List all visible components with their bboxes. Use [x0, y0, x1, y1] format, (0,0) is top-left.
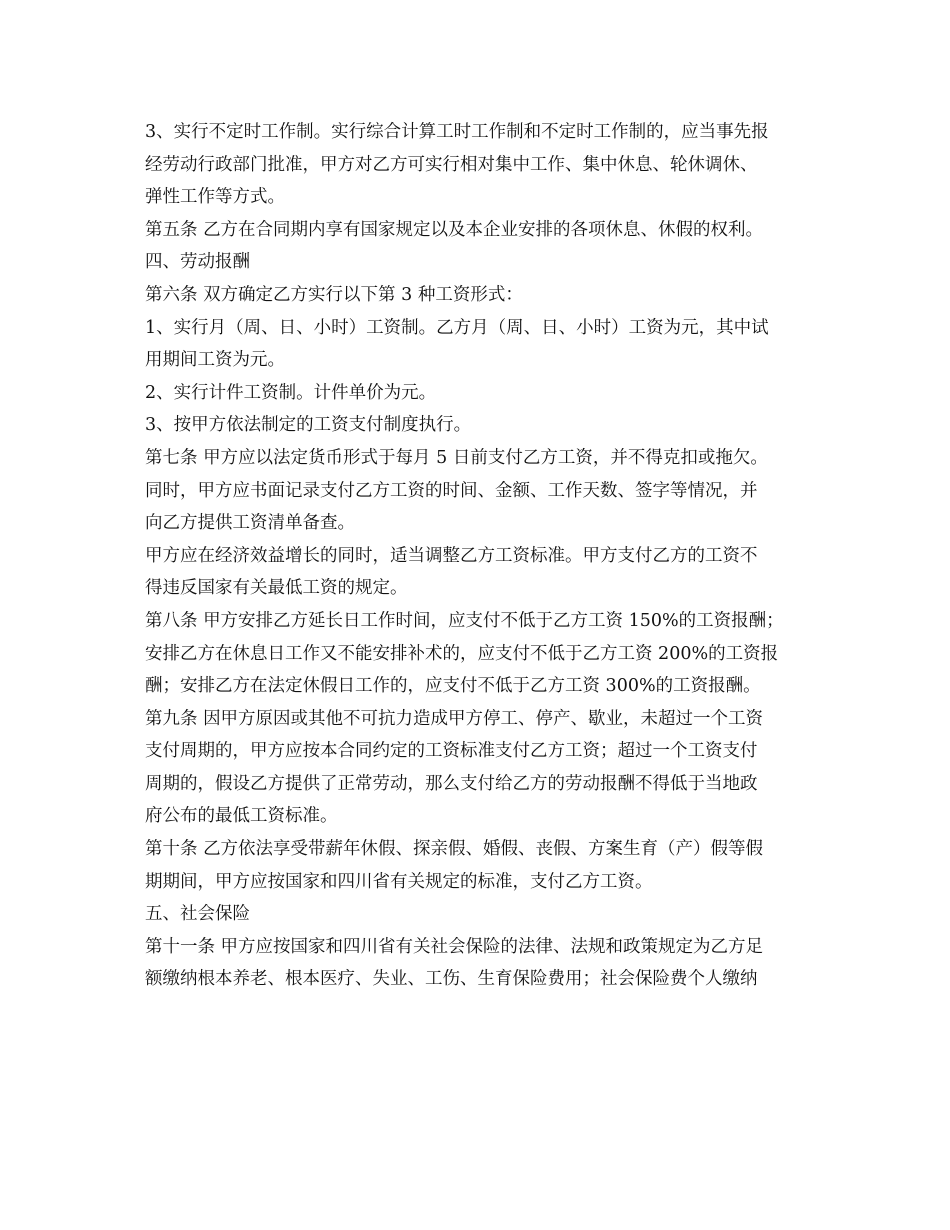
text-line: 经劳动行政部门批准，甲方对乙方可实行相对集中工作、集中休息、轮休调休、 — [145, 154, 758, 175]
text-line: 府公布的最低工资标准。 — [145, 806, 338, 827]
document-body — [145, 116, 815, 996]
text-line: 用期间工资为元。 — [145, 350, 285, 371]
article-8: 第八条 甲方安排乙方延长日工作时间，应支付不低于乙方工资 150%的工资报酬； — [145, 610, 784, 631]
section-heading: 五、社会保险 — [145, 904, 250, 925]
article-7: 第七条 甲方应以法定货币形式于每月 5 日前支付乙方工资，并不得克扣或拖欠。 — [145, 447, 768, 468]
text-line: 2、实行计件工资制。计件单价为元。 — [145, 382, 437, 403]
text-line: 额缴纳根本养老、根本医疗、失业、工伤、生育保险费用；社会保险费个人缴纳 — [145, 969, 758, 990]
text-line: 周期的，假设乙方提供了正常劳动，那么支付给乙方的劳动报酬不得低于当地政 — [145, 773, 758, 794]
article-6: 第六条 双方确定乙方实行以下第 3 种工资形式： — [145, 284, 523, 305]
article-11: 第十一条 甲方应按国家和四川省有关社会保险的法律、法规和政策规定为乙方足 — [145, 936, 764, 957]
text-line: 甲方应在经济效益增长的同时，适当调整乙方工资标准。甲方支付乙方的工资不 — [145, 545, 758, 566]
text-line: 酬；安排乙方在法定休假日工作的，应支付不低于乙方工资 300%的工资报酬。 — [145, 676, 761, 697]
text-line: 期期间，甲方应按国家和四川省有关规定的标准，支付乙方工资。 — [145, 871, 653, 892]
article-5: 第五条 乙方在合同期内享有国家规定以及本企业安排的各项休息、休假的权利。 — [145, 219, 764, 240]
article-9: 第九条 因甲方原因或其他不可抗力造成甲方停工、停产、歇业，未超过一个工资 — [145, 708, 764, 729]
text-line: 向乙方提供工资清单备查。 — [145, 513, 355, 534]
text-line: 得违反国家有关最低工资的规定。 — [145, 578, 408, 599]
text-line: 3、按甲方依法制定的工资支付制度执行。 — [145, 415, 472, 436]
text-line: 1、实行月（周、日、小时）工资制。乙方月（周、日、小时）工资为元，其中试 — [145, 317, 769, 338]
text-line: 弹性工作等方式。 — [145, 187, 285, 208]
text-line: 支付周期的，甲方应按本合同约定的工资标准支付乙方工资；超过一个工资支付 — [145, 741, 758, 762]
text-line: 安排乙方在休息日工作又不能安排补术的，应支付不低于乙方工资 200%的工资报 — [145, 643, 779, 664]
section-heading: 四、劳动报酬 — [145, 252, 250, 273]
text-line: 同时，甲方应书面记录支付乙方工资的时间、金额、工作天数、签字等情况，并 — [145, 480, 758, 501]
article-10: 第十条 乙方依法享受带薪年休假、探亲假、婚假、丧假、方案生育（产）假等假 — [145, 839, 764, 860]
text-line: 3、实行不定时工作制。实行综合计算工时工作制和不定时工作制的，应当事先报 — [145, 122, 769, 142]
